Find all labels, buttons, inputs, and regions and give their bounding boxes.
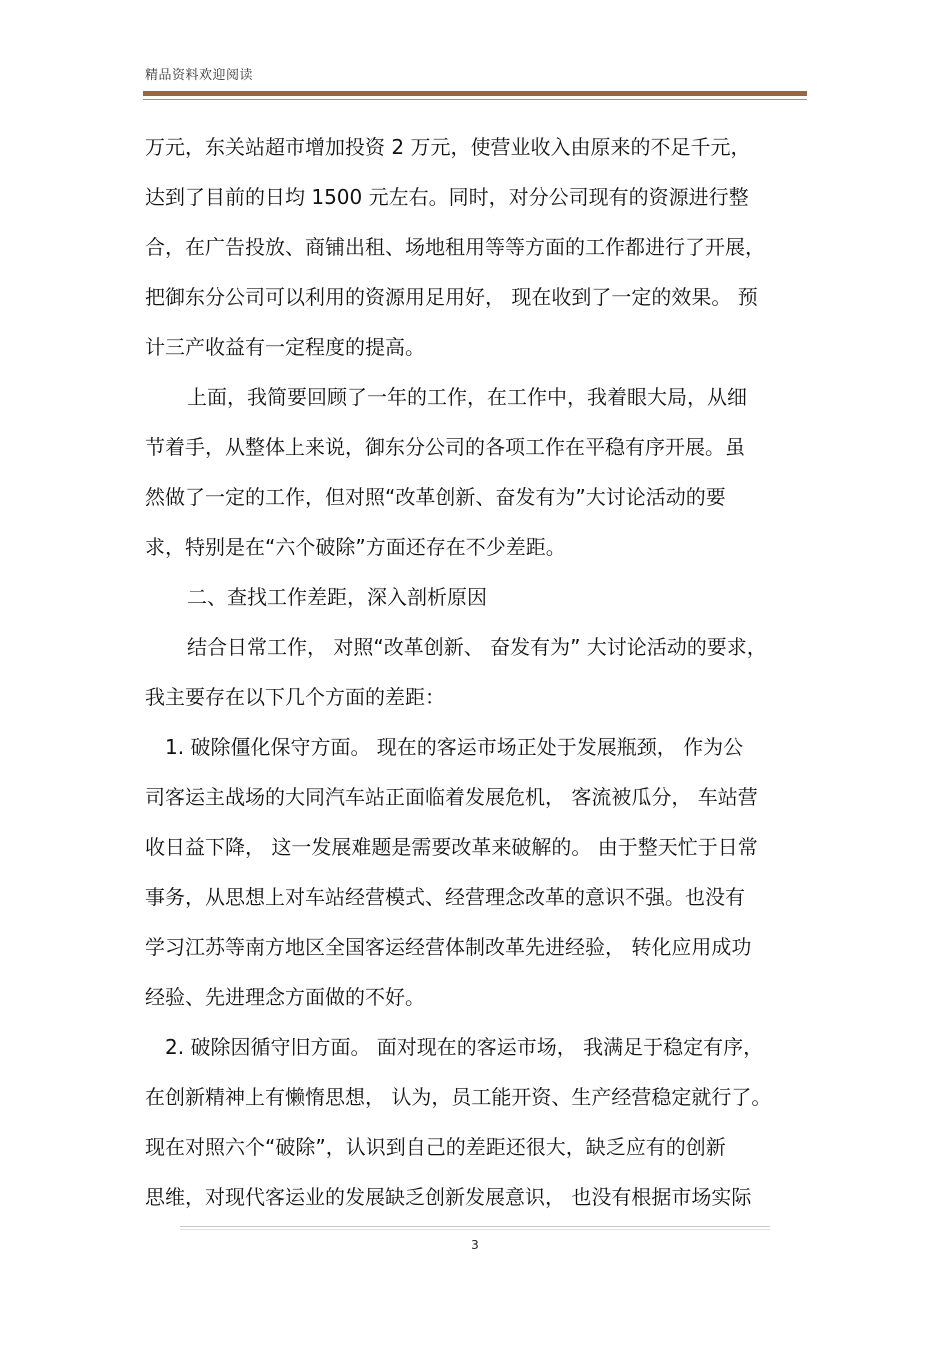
text-line: 合，在广告投放、商铺出租、场地租用等等方面的工作都进行了开展， xyxy=(145,235,765,259)
text-line: 节着手，从整体上来说，御东分公司的各项工作在平稳有序开展。虽 xyxy=(145,435,745,459)
text-line: 达到了目前的日均 1500 元左右。同时，对分公司现有的资源进行整 xyxy=(145,185,749,209)
page-number: 3 xyxy=(471,1238,479,1252)
text-line: 上面，我简要回顾了一年的工作，在工作中，我着眼大局，从细 xyxy=(187,385,747,409)
text-line: 把御东分公司可以利用的资源用足用好， 现在收到了一定的效果。 预 xyxy=(145,285,758,309)
text-line: 现在对照六个“破除”，认识到自己的差距还很大，缺乏应有的创新 xyxy=(145,1135,726,1159)
text-line: 思维，对现代客运业的发展缺乏创新发展意识， 也没有根据市场实际 xyxy=(145,1185,752,1209)
text-line: 二、查找工作差距，深入剖析原因 xyxy=(187,585,487,609)
footer-rule-secondary xyxy=(180,1229,770,1230)
header-rule-thick xyxy=(143,91,807,96)
text-line: 收日益下降， 这一发展难题是需要改革来破解的。 由于整天忙于日常 xyxy=(145,835,758,859)
text-line: 经验、先进理念方面做的不好。 xyxy=(145,985,425,1009)
text-line: 结合日常工作， 对照“改革创新、 奋发有为” 大讨论活动的要求， xyxy=(187,635,767,659)
footer-rule xyxy=(180,1226,770,1227)
text-line: 计三产收益有一定程度的提高。 xyxy=(145,335,425,359)
document-body xyxy=(145,122,805,1222)
text-line: 我主要存在以下几个方面的差距： xyxy=(145,685,445,709)
text-line: 事务，从思想上对车站经营模式、经营理念改革的意识不强。也没有 xyxy=(145,885,745,909)
text-line: 学习江苏等南方地区全国客运经营体制改革先进经验， 转化应用成功 xyxy=(145,935,752,959)
text-line: 1. 破除僵化保守方面。 现在的客运市场正处于发展瓶颈， 作为公 xyxy=(165,735,744,759)
header-rule-thin xyxy=(143,99,807,100)
text-line: 司客运主战场的大同汽车站正面临着发展危机， 客流被瓜分， 车站营 xyxy=(145,785,758,809)
text-line: 然做了一定的工作，但对照“改革创新、奋发有为”大讨论活动的要 xyxy=(145,485,726,509)
text-line: 在创新精神上有懒惰思想， 认为，员工能开资、生产经营稳定就行了。 xyxy=(145,1085,772,1109)
text-line: 万元，东关站超市增加投资 2 万元，使营业收入由原来的不足千元， xyxy=(145,135,751,159)
page-header-label: 精品资料欢迎阅读 xyxy=(145,68,254,83)
text-line: 求，特别是在“六个破除”方面还存在不少差距。 xyxy=(145,535,566,559)
text-line: 2. 破除因循守旧方面。 面对现在的客运市场， 我满足于稳定有序， xyxy=(165,1035,764,1059)
